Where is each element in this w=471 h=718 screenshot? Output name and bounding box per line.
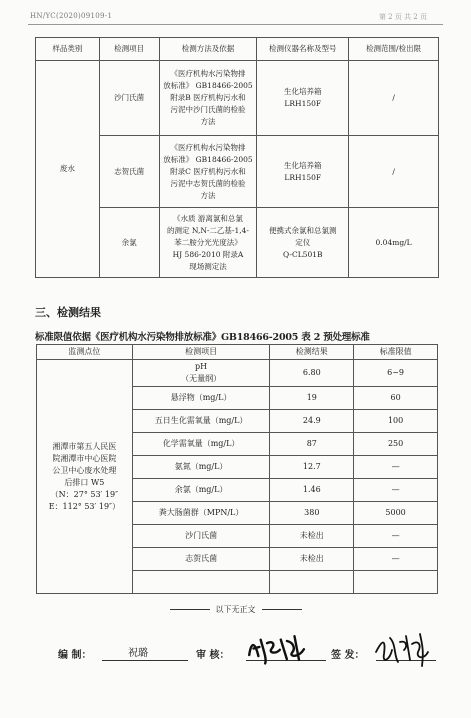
result-cell: 19 (270, 387, 354, 410)
item-cell: 志贺氏菌 (99, 136, 159, 208)
item-cell: 沙门氏菌 (99, 61, 159, 136)
item-cell: 粪大肠菌群（MPN/L） (132, 502, 270, 525)
method-cell: 《医疗机构水污染物排 放标准》 GB18466-2005 附录B 医疗机构污水和 污泥中沙门氏菌的检验 方法 (159, 61, 257, 136)
item-cell: pH （无量纲） (132, 360, 270, 387)
header-location: 监测点位 (37, 345, 133, 360)
reviewer-signature (244, 629, 312, 674)
standard-basis: 标准限值依据《医疗机构水污染物排放标准》GB18466-2005 表 2 预处理标准 (35, 332, 370, 343)
limit-cell: — (354, 456, 438, 479)
limit-cell: 5000 (354, 502, 438, 525)
results-table-header (37, 345, 438, 360)
range-cell: / (349, 61, 439, 136)
limit-cell: 100 (354, 410, 438, 433)
item-cell: 化学需氧量（mg/L） (132, 433, 270, 456)
limit-cell: 250 (354, 433, 438, 456)
section-title: 三、检测结果 (35, 306, 101, 319)
result-cell: 未检出 (270, 548, 354, 571)
header-item: 检测项目 (99, 38, 159, 61)
header-instrument: 检测仪器名称及型号 (257, 38, 349, 61)
compiler-underline (102, 660, 188, 661)
item-cell: 余氯（mg/L） (132, 479, 270, 502)
item-cell: 余氯 (99, 208, 159, 278)
item-cell (132, 571, 270, 594)
item-cell: 氨氮（mg/L） (132, 456, 270, 479)
header-method: 检测方法及依据 (159, 38, 257, 61)
method-table (35, 37, 439, 278)
document-number: HN/YC(2020)09109-1 (30, 12, 113, 20)
limit-cell: — (354, 479, 438, 502)
header-result: 检测结果 (270, 345, 354, 360)
limit-cell: 60 (354, 387, 438, 410)
result-cell: 87 (270, 433, 354, 456)
reviewer-label: 审 核： (196, 650, 230, 661)
instrument-cell: 生化培养箱 LRH150F (257, 136, 349, 208)
item-cell: 五日生化需氧量（mg/L） (132, 410, 270, 433)
result-cell: 未检出 (270, 525, 354, 548)
item-cell: 沙门氏菌 (132, 525, 270, 548)
range-cell: 0.04mg/L (349, 208, 439, 278)
header-divider (28, 24, 443, 25)
limit-cell: — (354, 548, 438, 571)
result-cell (270, 571, 354, 594)
result-cell: 24.9 (270, 410, 354, 433)
results-table (36, 344, 438, 594)
compiler-name: 祝璐 (128, 648, 148, 659)
table-row (37, 360, 438, 387)
table-row (36, 61, 439, 136)
limit-cell: — (354, 525, 438, 548)
location-cell: 湘潭市第五人民医 院湘潭市中心医院 公卫中心废水处理 后排口 W5 （N：27° 53′ 19″ E：112° 53′ 19″） (37, 360, 133, 594)
item-cell: 志贺氏菌 (132, 548, 270, 571)
result-cell: 6.80 (270, 360, 354, 387)
limit-cell (354, 571, 438, 594)
page-indicator: 第 2 页 共 2 页 (378, 13, 427, 21)
method-cell: 《水质 游离氯和总氯 的测定 N,N-二乙基-1,4- 苯二胺分光光度法》 HJ 586-2010 附录A 现场测定法 (159, 208, 257, 278)
method-cell: 《医疗机构水污染物排 放标准》 GB18466-2005 附录C 医疗机构污水和 污泥中志贺氏菌的检验 方法 (159, 136, 257, 208)
header-sample-type: 样品类别 (36, 38, 100, 61)
end-of-text-note: 以下无正文 (0, 604, 471, 615)
header-limit: 标准限值 (354, 345, 438, 360)
instrument-cell: 生化培养箱 LRH150F (257, 61, 349, 136)
issuer-signature (372, 630, 432, 674)
issuer-label: 签 发： (331, 650, 365, 661)
item-cell: 悬浮物（mg/L） (132, 387, 270, 410)
limit-cell: 6~9 (354, 360, 438, 387)
sample-type-cell: 废水 (36, 61, 100, 278)
compiler-label: 编 制： (58, 650, 92, 661)
range-cell: / (349, 136, 439, 208)
result-cell: 380 (270, 502, 354, 525)
method-table-header (36, 38, 439, 61)
header-item: 检测项目 (132, 345, 270, 360)
header-range: 检测范围/检出限 (349, 38, 439, 61)
result-cell: 12.7 (270, 456, 354, 479)
instrument-cell: 便携式余氯和总氯测 定仪 Q-CL501B (257, 208, 349, 278)
result-cell: 1.46 (270, 479, 354, 502)
